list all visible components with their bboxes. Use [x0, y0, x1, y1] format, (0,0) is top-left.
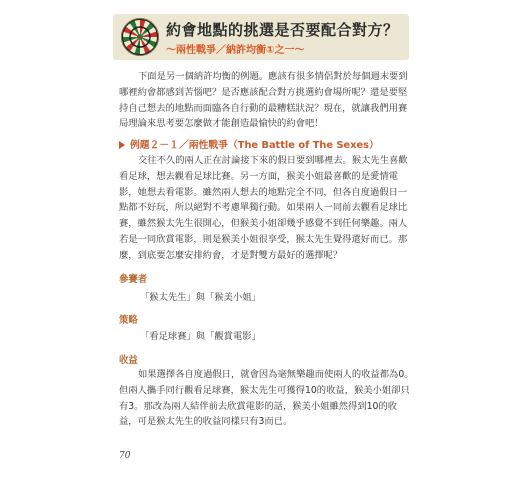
strategy-heading: 策略	[119, 315, 138, 326]
example-heading-text: 例題２－１／兩性戰爭（The Battle of The Sexes）	[130, 140, 379, 151]
payoff-heading: 收益	[119, 355, 138, 366]
page-number: 70	[119, 451, 131, 461]
players-value: 「猴太先生」與「猴美小姐」	[140, 292, 261, 303]
triangle-bullet-icon	[119, 141, 125, 149]
page-subtitle: ～兩性戰爭／納許均衡①之一～	[166, 45, 305, 56]
example-heading	[119, 137, 379, 151]
example-body-text: 交往不久的兩人正在討論接下來的假日要到哪裡去。猴太先生喜歡看足球，想去觀看足球比賽。另一方面，猴美小姐最喜歡的是愛情電影，她想去看電影。雖然兩人想去的地點完全不同，但各自度過假日一點都不好玩，所以絕對不考慮單獨行動。如果兩人一同前去觀看足球比賽，雖然猴太先生很開心，但猴美小姐卻幾乎感覺不到任何樂趣。兩人若是一同欣賞電影，則是猴美小姐很享受，猴太先生覺得還好而已。那麼，到底要怎麼安排約會，才是對雙方最好的選擇呢？	[119, 155, 408, 261]
payoff-paragraph	[119, 367, 415, 430]
page-title: 約會地點的挑選是否要配合對方？	[166, 21, 399, 39]
intro-paragraph	[119, 69, 415, 132]
payoff-body-text: 如果選擇各自度過假日，就會因為毫無樂趣而使兩人的收益都為0。但兩人攜手同行觀看足球賽，猴太先生可獲得10的收益，猴美小姐卻只有3。那改為兩人結伴前去欣賞電影的話，猴美小姐雖然得到10的收益，可是猴太先生的收益同樣只有3而已。	[119, 369, 414, 428]
intro-text: 下面是另一個納許均衡的例題。應該有很多情侶對於每個週末要到哪裡約會都感到苦惱吧？是否應該配合對方挑選約會場所呢？還是要堅持自己想去的地點而面臨各自行動的最糟糕狀況？現在，就讓我們用賽局理論來思考要怎麼做才能創造最愉快的約會吧！	[119, 71, 408, 130]
dartboard-icon	[120, 17, 160, 57]
players-heading: 參賽者	[119, 274, 148, 285]
example-paragraph	[119, 153, 415, 264]
strategy-value: 「看足球賽」與「觀賞電影」	[140, 331, 261, 342]
